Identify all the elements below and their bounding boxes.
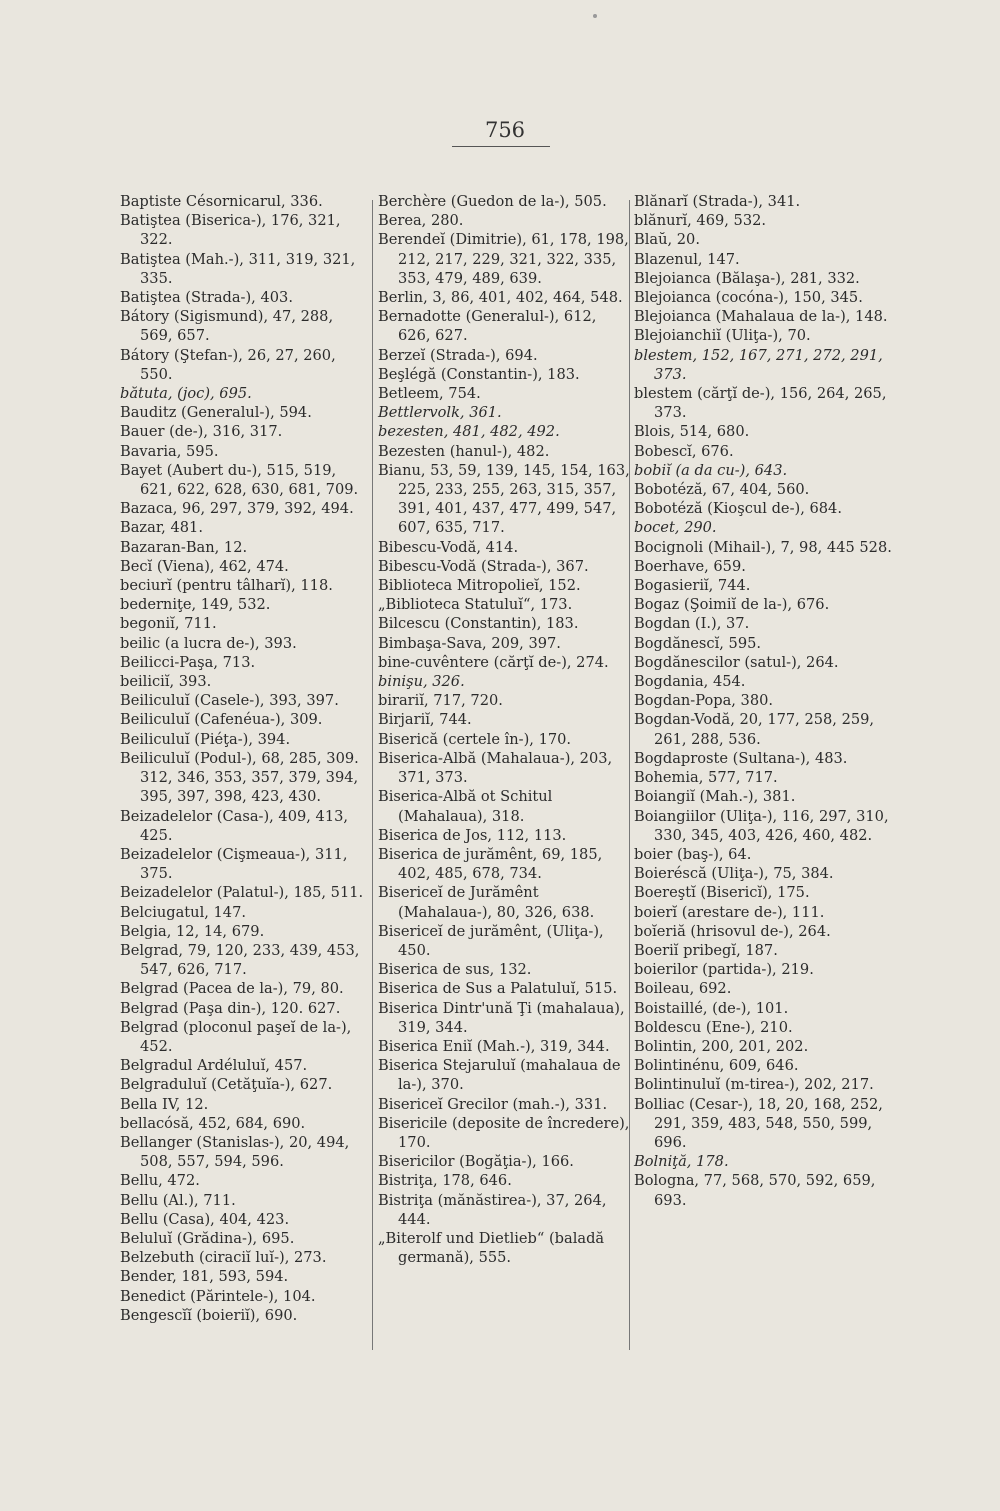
- index-entry: Bezesten (hanul-), 482.: [378, 442, 550, 460]
- index-entry: boierilor (partida-), 219.: [634, 961, 814, 979]
- index-entry: Bilcescu (Constantin), 183.: [378, 615, 579, 633]
- index-entry: Boileau, 692.: [634, 980, 732, 998]
- page-number: 756: [484, 118, 526, 142]
- index-entry: blestem (cărţĭ de-), 156, 264, 265, 373.: [634, 385, 887, 422]
- index-entry: Beizadelelor (Palatul-), 185, 511.: [120, 884, 364, 902]
- index-entry: Bolniţă, 178.: [634, 1153, 729, 1171]
- index-entry: Biblioteca Mitropolieĭ, 152.: [378, 577, 581, 595]
- index-entry: Batiştea (Strada-), 403.: [120, 289, 293, 307]
- index-entry: Bellanger (Stanislas-), 20, 494, 508, 557, 594, 596.: [120, 1133, 350, 1171]
- index-entry: Bazar, 481.: [120, 519, 203, 537]
- index-entry: Biserica de sus, 132.: [378, 961, 532, 979]
- index-entry: Bibescu-Vodă, 414.: [378, 538, 519, 556]
- index-entry: Bettlervolk, 361.: [378, 404, 502, 422]
- index-entry: Bobotéză, 67, 404, 560.: [634, 481, 810, 499]
- index-entry: Bengescĭĭ (boieriĭ), 690.: [120, 1306, 298, 1324]
- index-entry: Becĭ (Viena), 462, 474.: [120, 557, 289, 575]
- index-entry: Biserica Dintr'ună Ţi (mahalaua), 319, 344.: [378, 999, 625, 1036]
- index-entry: Berendeĭ (Dimitrie), 61, 178, 198, 212, 217, 229, 321, 322, 335, 353, 479, 489, 639.: [378, 231, 629, 287]
- index-column-1: [120, 192, 370, 1325]
- index-entry: bederniţe, 149, 532.: [120, 596, 271, 614]
- index-entry: Baptiste Césornicarul, 336.: [120, 193, 323, 210]
- speck-mark: [593, 14, 597, 18]
- index-entry: Berlin, 3, 86, 401, 402, 464, 548.: [378, 289, 623, 307]
- index-entry: Bistriţa (mănăstirea-), 37, 264, 444.: [378, 1191, 607, 1228]
- index-entry: Boieréscă (Uliţa-), 75, 384.: [634, 865, 834, 883]
- index-entry: Batiştea (Biserica-), 176, 321, 322.: [120, 212, 341, 249]
- index-entry: Biserica de Sus a Palatuluĭ, 515.: [378, 980, 618, 998]
- index-entry: Biserica-Albă ot Schitul (Mahalaua), 318.: [378, 788, 553, 825]
- index-entry: Bellu (Casa), 404, 423.: [120, 1210, 290, 1228]
- index-entry: Beiliculuĭ (Cafenéua-), 309.: [120, 711, 323, 729]
- index-entry: Beizadelelor (Cişmeaua-), 311, 375.: [120, 845, 348, 883]
- index-entry: Bazaca, 96, 297, 379, 392, 494.: [120, 500, 354, 518]
- index-entry: Boerhave, 659.: [634, 557, 746, 575]
- index-entry: Belgrad (Pacea de la-), 79, 80.: [120, 980, 344, 998]
- index-entry: Bolintin, 200, 201, 202.: [634, 1037, 809, 1055]
- index-entry: Biserica Stejaruluĭ (mahalaua de la-), 370.: [378, 1057, 621, 1094]
- index-entry: boĭeriă (hrisovul de-), 264.: [634, 922, 831, 940]
- index-entry: Bisericile (deposite de încredere), 170.: [378, 1114, 630, 1151]
- index-entry: Belgraduluĭ (Cetăţuĭa-), 627.: [120, 1076, 333, 1094]
- index-entry: Beilicci-Paşa, 713.: [120, 653, 256, 671]
- column-divider-1: [372, 200, 373, 1350]
- index-entry: Bobotéză (Kioşcul de-), 684.: [634, 500, 842, 518]
- index-entry: bobiĭ (a da cu-), 643.: [634, 461, 788, 479]
- index-entry: Beizadelelor (Casa-), 409, 413, 425.: [120, 807, 349, 844]
- index-entry: Birjariĭ, 744.: [378, 711, 472, 729]
- index-entry: Bogdan-Popa, 380.: [634, 692, 774, 710]
- index-entry: Bolintinuluĭ (m-tirea-), 202, 217.: [634, 1076, 874, 1094]
- index-entry: Biserica de jurămênt, 69, 185, 402, 485, 678, 734.: [378, 845, 603, 883]
- index-entry: Bogaz (Şoimiĭ de la-), 676.: [634, 596, 830, 614]
- index-entry: Bayet (Aubert du-), 515, 519, 621, 622, 628, 630, 681, 709.: [120, 461, 359, 499]
- column-divider-2: [629, 200, 630, 1350]
- index-entry: Blazenul, 147.: [634, 250, 740, 268]
- index-entry: bine-cuvêntere (cărţĭ de-), 274.: [378, 653, 609, 671]
- index-entry: Beluluĭ (Grădina-), 695.: [120, 1229, 295, 1247]
- index-entry: Bolintinénu, 609, 646.: [634, 1057, 799, 1075]
- index-entry: Bogdan-Vodă, 20, 177, 258, 259, 261, 288, 536.: [634, 711, 875, 748]
- index-entry: Bisericeĭ de Jurămênt (Mahalaua-), 80, 326, 638.: [378, 884, 595, 921]
- index-entry: Bisericeĭ de jurămênt, (Uliţa-), 450.: [378, 922, 604, 959]
- index-entry: Bocignoli (Mihail-), 7, 98, 445 528.: [634, 538, 892, 556]
- index-entry: Bátory (Ştefan-), 26, 27, 260, 550.: [120, 346, 336, 383]
- index-entry: Belgrad (ploconul paşeĭ de la-), 452.: [120, 1018, 352, 1055]
- index-entry: Bogasieriĭ, 744.: [634, 577, 751, 595]
- index-entry: Bisericilor (Bogăţia-), 166.: [378, 1153, 574, 1171]
- index-entry: Bogdania, 454.: [634, 673, 746, 691]
- index-entry: Blejoianca (cocóna-), 150, 345.: [634, 289, 863, 307]
- index-entry: Belgia, 12, 14, 679.: [120, 922, 265, 940]
- index-entry: Biserica de Jos, 112, 113.: [378, 826, 567, 844]
- index-entry: binişu, 326.: [378, 673, 465, 691]
- index-entry: bocet, 290.: [634, 519, 717, 537]
- index-entry: Batiştea (Mah.-), 311, 319, 321, 335.: [120, 250, 356, 287]
- index-entry: boier (baş-), 64.: [634, 845, 752, 863]
- index-entry: Bogdan (I.), 37.: [634, 615, 750, 633]
- index-entry: Bazaran-Ban, 12.: [120, 538, 248, 556]
- index-entry: Bavaria, 595.: [120, 442, 219, 460]
- index-entry: Boeriĭ pribegĭ, 187.: [634, 941, 778, 959]
- index-entry: Biserica Eniĭ (Mah.-), 319, 344.: [378, 1037, 610, 1055]
- index-entry: Bisericeĭ Grecilor (mah.-), 331.: [378, 1095, 608, 1113]
- index-entry: Bogdaproste (Sultana-), 483.: [634, 749, 848, 767]
- index-entry: beciurĭ (pentru tâlharĭ), 118.: [120, 577, 333, 595]
- index-entry: Biserică (certele în-), 170.: [378, 730, 572, 748]
- index-entry: Bauer (de-), 316, 317.: [120, 423, 283, 441]
- index-entry: Belgrad (Paşa din-), 120. 627.: [120, 999, 341, 1017]
- index-entry: „Biblioteca Statuluĭ“, 173.: [378, 596, 573, 614]
- index-entry: blestem, 152, 167, 271, 272, 291, 373.: [634, 346, 883, 383]
- index-entry: Blaŭ, 20.: [634, 231, 700, 249]
- index-entry: Bernadotte (Generalul-), 612, 626, 627.: [378, 308, 597, 345]
- index-entry: Boereştĭ (Bisericĭ), 175.: [634, 884, 810, 902]
- index-entry: bezesten, 481, 482, 492.: [378, 423, 560, 441]
- index-entry: Bologna, 77, 568, 570, 592, 659, 693.: [634, 1172, 876, 1209]
- index-entry: Blejoianca (Bălaşa-), 281, 332.: [634, 269, 860, 287]
- index-entry: Beiliculuĭ (Casele-), 393, 397.: [120, 692, 339, 710]
- index-entry: Bátory (Sigismund), 47, 288, 569, 657.: [120, 308, 334, 345]
- index-entry: bătuta, (joc), 695.: [120, 385, 252, 403]
- index-entry: Bauditz (Generalul-), 594.: [120, 404, 312, 422]
- index-entry: Blănarĭ (Strada-), 341.: [634, 193, 801, 210]
- index-entry: Bellu (Al.), 711.: [120, 1191, 236, 1209]
- index-entry: Blois, 514, 680.: [634, 423, 750, 441]
- index-entry: Bobescĭ, 676.: [634, 442, 734, 460]
- index-entry: Bimbaşa-Sava, 209, 397.: [378, 634, 561, 652]
- index-entry: Beşlégă (Constantin-), 183.: [378, 365, 580, 383]
- page-number-rule: [452, 146, 550, 147]
- index-entry: blănurĭ, 469, 532.: [634, 212, 767, 230]
- index-entry: Bolliac (Cesar-), 18, 20, 168, 252, 291, 359, 483, 548, 550, 599, 696.: [634, 1095, 883, 1151]
- index-entry: Belgrad, 79, 120, 233, 439, 453, 547, 626, 717.: [120, 941, 360, 979]
- index-entry: beilic (a lucra de-), 393.: [120, 634, 297, 652]
- index-entry: Belgradul Ardéluluĭ, 457.: [120, 1057, 308, 1075]
- index-entry: Bogdănescilor (satul-), 264.: [634, 653, 839, 671]
- index-entry: Bogdănescĭ, 595.: [634, 634, 762, 652]
- index-column-3: [634, 192, 896, 1210]
- index-entry: Biserica-Albă (Mahalaua-), 203, 371, 373.: [378, 749, 613, 787]
- index-entry: Bellu, 472.: [120, 1172, 200, 1190]
- index-entry: beiliciĭ, 393.: [120, 673, 212, 691]
- index-entry: Bistriţa, 178, 646.: [378, 1172, 512, 1190]
- index-entry: begoniĭ, 711.: [120, 615, 217, 633]
- index-entry: bellacósă, 452, 684, 690.: [120, 1114, 306, 1132]
- index-entry: Betleem, 754.: [378, 385, 481, 403]
- index-entry: Bella IV, 12.: [120, 1095, 209, 1113]
- index-column-2: [378, 192, 630, 1267]
- index-entry: Boistaillé, (de-), 101.: [634, 999, 789, 1017]
- index-entry: Belzebuth (ciraciĭ luĭ-), 273.: [120, 1249, 327, 1267]
- index-entry: Beiliculuĭ (Podul-), 68, 285, 309. 312, 346, 353, 357, 379, 394, 395, 397, 398, 423, 430.: [120, 749, 359, 806]
- index-entry: Beiliculuĭ (Piéţa-), 394.: [120, 730, 291, 748]
- index-entry: Bohemia, 577, 717.: [634, 769, 778, 787]
- index-entry: Blejoianca (Mahalaua de la-), 148.: [634, 308, 888, 326]
- index-entry: Berzeĭ (Strada-), 694.: [378, 346, 538, 364]
- index-entry: boierĭ (arestare de-), 111.: [634, 903, 825, 921]
- index-entry: Boiangiilor (Uliţa-), 116, 297, 310, 330, 345, 403, 426, 460, 482.: [634, 807, 889, 844]
- index-entry: Bianu, 53, 59, 139, 145, 154, 163, 225, 233, 255, 263, 315, 357, 391, 401, 437, 477, 499, 547, 607, 635, 717.: [378, 461, 630, 537]
- index-entry: „Biterolf und Dietlieb“ (baladă germană), 555.: [378, 1229, 605, 1267]
- index-entry: birariĭ, 717, 720.: [378, 692, 503, 710]
- index-entry: Boldescu (Ene-), 210.: [634, 1018, 793, 1036]
- index-entry: Bibescu-Vodă (Strada-), 367.: [378, 557, 589, 575]
- index-entry: Boiangiĭ (Mah.-), 381.: [634, 788, 796, 806]
- index-entry: Blejoianchiĭ (Uliţa-), 70.: [634, 327, 811, 345]
- index-entry: Berea, 280.: [378, 212, 464, 230]
- index-entry: Benedict (Părintele-), 104.: [120, 1287, 316, 1305]
- index-entry: Berchère (Guedon de la-), 505.: [378, 193, 607, 210]
- index-entry: Bender, 181, 593, 594.: [120, 1268, 289, 1286]
- index-entry: Belciugatul, 147.: [120, 903, 247, 921]
